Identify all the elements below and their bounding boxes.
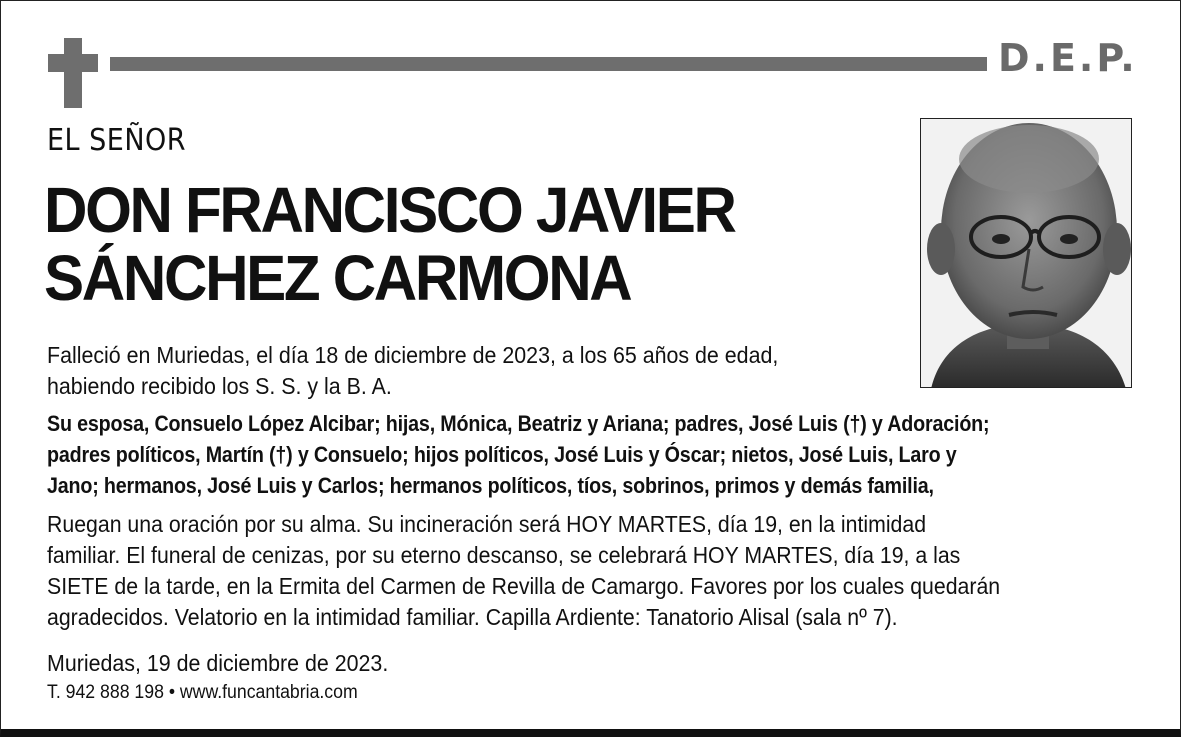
family-line: Jano; hermanos, José Luis y Carlos; hermanos políticos, tíos, sobrinos, primos y demás familia,: [47, 473, 934, 498]
service-details: [47, 509, 1000, 633]
death-notice-line: Falleció en Muriedas, el día 18 de diciembre de 2023, a los 65 años de edad,: [47, 342, 779, 368]
contact-info: T. 942 888 198 • www.funcantabria.com: [47, 682, 358, 703]
deceased-portrait: [920, 118, 1132, 388]
service-line: SIETE de la tarde, en la Ermita del Carmen de Revilla de Camargo. Favores por los cuales quedarán: [47, 573, 1001, 599]
name-line-1: DON FRANCISCO JAVIER: [44, 174, 735, 246]
place-date: Muriedas, 19 de diciembre de 2023.: [47, 650, 389, 676]
dep-label: D.E.P.: [998, 36, 1138, 80]
cross-icon: [48, 38, 98, 108]
service-line: familiar. El funeral de cenizas, por su eterno descanso, se celebrará HOY MARTES, día 19, a las: [47, 542, 961, 568]
honorific-prefix: EL SEÑOR: [47, 123, 187, 158]
deceased-name: [44, 176, 735, 312]
death-notice-line: habiendo recibido los S. S. y la B. A.: [47, 373, 392, 399]
family-line: padres políticos, Martín (†) y Consuelo; hijos políticos, José Luis y Óscar; nietos, José Luis, Laro y: [47, 442, 957, 467]
death-notice: [47, 340, 778, 402]
name-line-2: SÁNCHEZ CARMONA: [44, 242, 631, 314]
header-rule: [110, 57, 987, 71]
family-line: Su esposa, Consuelo López Alcibar; hijas, Mónica, Beatriz y Ariana; padres, José Luis (†) y Adoración;: [47, 411, 990, 436]
service-line: agradecidos. Velatorio en la intimidad familiar. Capilla Ardiente: Tanatorio Alisal (sala nº 7).: [47, 604, 898, 630]
service-line: Ruegan una oración por su alma. Su incineración será HOY MARTES, día 19, en la intimidad: [47, 511, 927, 537]
family-list: [47, 408, 989, 501]
